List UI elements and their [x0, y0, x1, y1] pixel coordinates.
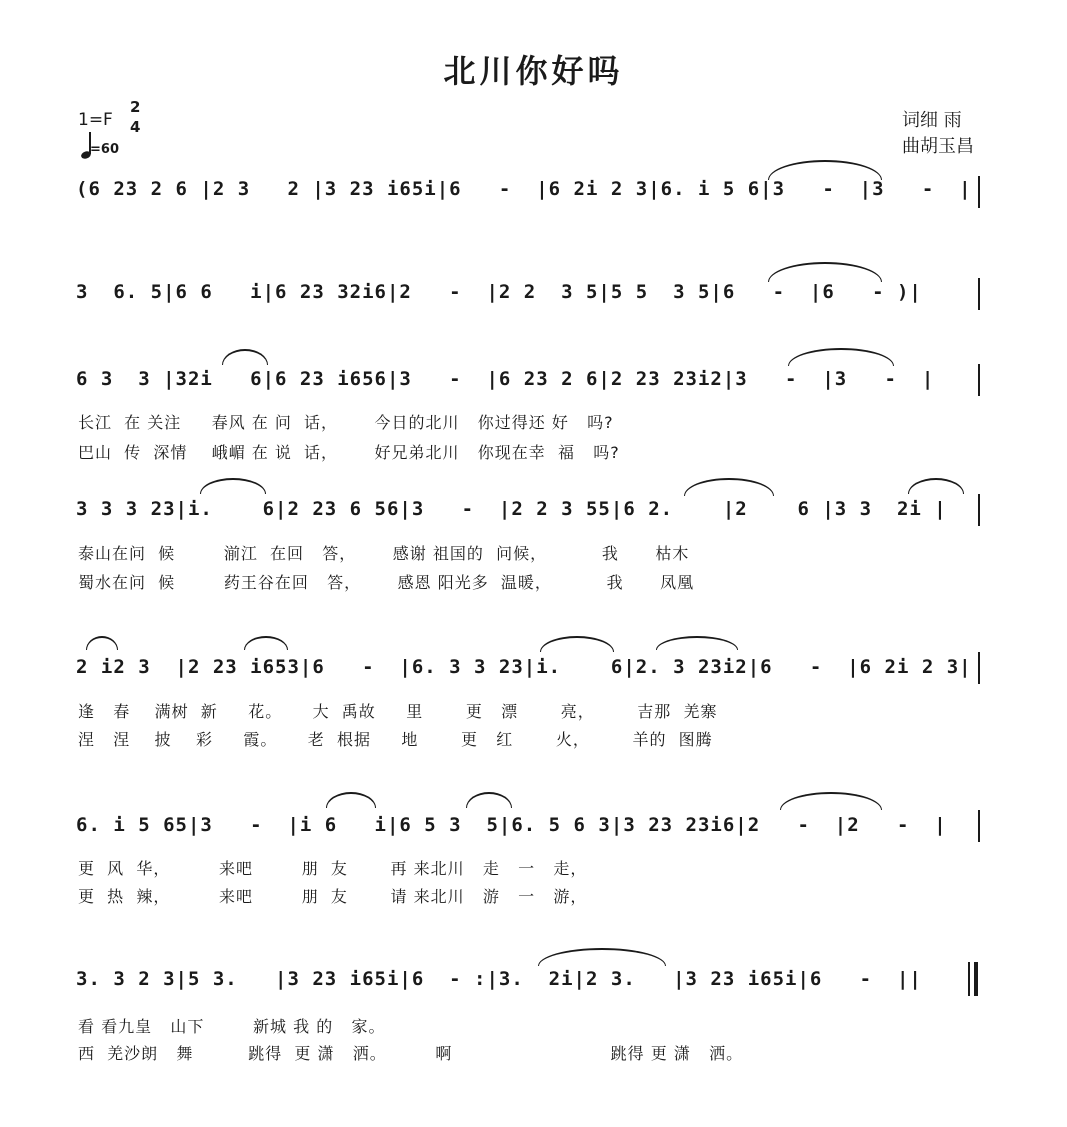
lyric-verse-2: 巴山 传 深情 峨嵋 在 说 话， 好兄弟北川 你现在幸 福 吗? [78, 443, 620, 462]
tie-mark [768, 262, 882, 282]
tie-mark [788, 348, 894, 366]
song-title: 北川你好吗 [443, 52, 624, 90]
tie-mark [684, 478, 774, 496]
key-signature: 1=F [78, 110, 113, 130]
slur-mark [466, 792, 512, 808]
lyric-verse-2: 西 羌沙朗 舞 跳得 更 潇 洒。 啊 跳得 更 潇 洒。 [78, 1044, 744, 1063]
barline [978, 494, 980, 526]
tempo-mark: =60 [90, 142, 119, 157]
time-signature-top: 2 [130, 98, 141, 116]
barline [978, 278, 980, 310]
notation-line-5: 2 i2 3 |2 23 i653|6 - |6. 3 3 23|i. 6|2. 3 23i2|6 - |6 2i 2 3| [76, 656, 972, 678]
slur-mark [540, 636, 614, 652]
notation-line-6: 6. i 5 65|3 - |i 6 i|6 5 3 5|6. 5 6 3|3 23 23i6|2 - |2 - | [76, 814, 947, 836]
lyric-verse-2: 更 热 辣， 来吧 朋 友 请 来北川 游 一 游， [78, 887, 588, 906]
lyric-verse-1: 长江 在 关注 春风 在 问 话， 今日的北川 你过得还 好 吗? [78, 413, 614, 432]
lyric-verse-1: 泰山在问 候 湔江 在回 答， 感谢 祖国的 问候， 我 枯木 [78, 544, 690, 563]
slur-mark [656, 636, 738, 650]
notation-line-3: 6 3 3 |32i 6|6 23 i656|3 - |6 23 2 6|2 23 23i2|3 - |3 - | [76, 368, 935, 390]
final-barline-thin [968, 962, 970, 996]
lyric-verse-2: 蜀水在问 候 药王谷在回 答， 感恩 阳光多 温暖， 我 凤凰 [78, 573, 695, 592]
time-signature-bottom: 4 [130, 118, 141, 136]
slur-mark [908, 478, 964, 494]
lyric-verse-2: 涅 涅 披 彩 霞。 老 根据 地 更 红 火， 羊的 图腾 [78, 730, 713, 749]
notation-line-7: 3. 3 2 3|5 3. |3 23 i65i|6 - :|3. 2i|2 3. |3 23 i65i|6 - || [76, 968, 922, 990]
slur-mark [538, 948, 666, 966]
barline [978, 364, 980, 396]
tie-mark [780, 792, 882, 810]
notation-line-4: 3 3 3 23|i. 6|2 23 6 56|3 - |2 2 3 55|6 2. |2 6 |3 3 2i | [76, 498, 947, 520]
lyricist-credit: 词细 雨 [902, 110, 962, 131]
lyric-verse-1: 更 风 华， 来吧 朋 友 再 来北川 走 一 走， [78, 859, 588, 878]
composer-credit: 曲胡玉昌 [902, 136, 974, 157]
notation-line-1: (6 23 2 6 |2 3 2 |3 23 i65i|6 - |6 2i 2 3|6. i 5 6|3 - |3 - | [76, 178, 972, 200]
final-barline-thick [974, 962, 978, 996]
notation-line-2: 3 6. 5|6 6 i|6 23 32i6|2 - |2 2 3 5|5 5 3 5|6 - |6 - )| [76, 281, 922, 303]
barline [978, 652, 980, 684]
slur-mark [86, 636, 118, 650]
slur-mark [326, 792, 376, 808]
barline [978, 810, 980, 842]
tie-mark [768, 160, 882, 180]
barline [978, 176, 980, 208]
slur-mark [222, 349, 268, 365]
slur-mark [200, 478, 266, 494]
slur-mark [244, 636, 288, 650]
lyric-verse-1: 逢 春 满树 新 花。 大 禹故 里 更 漂 亮， 吉那 羌寨 [78, 702, 718, 721]
lyric-verse-1: 看 看九皇 山下 新城 我 的 家。 [78, 1017, 386, 1036]
